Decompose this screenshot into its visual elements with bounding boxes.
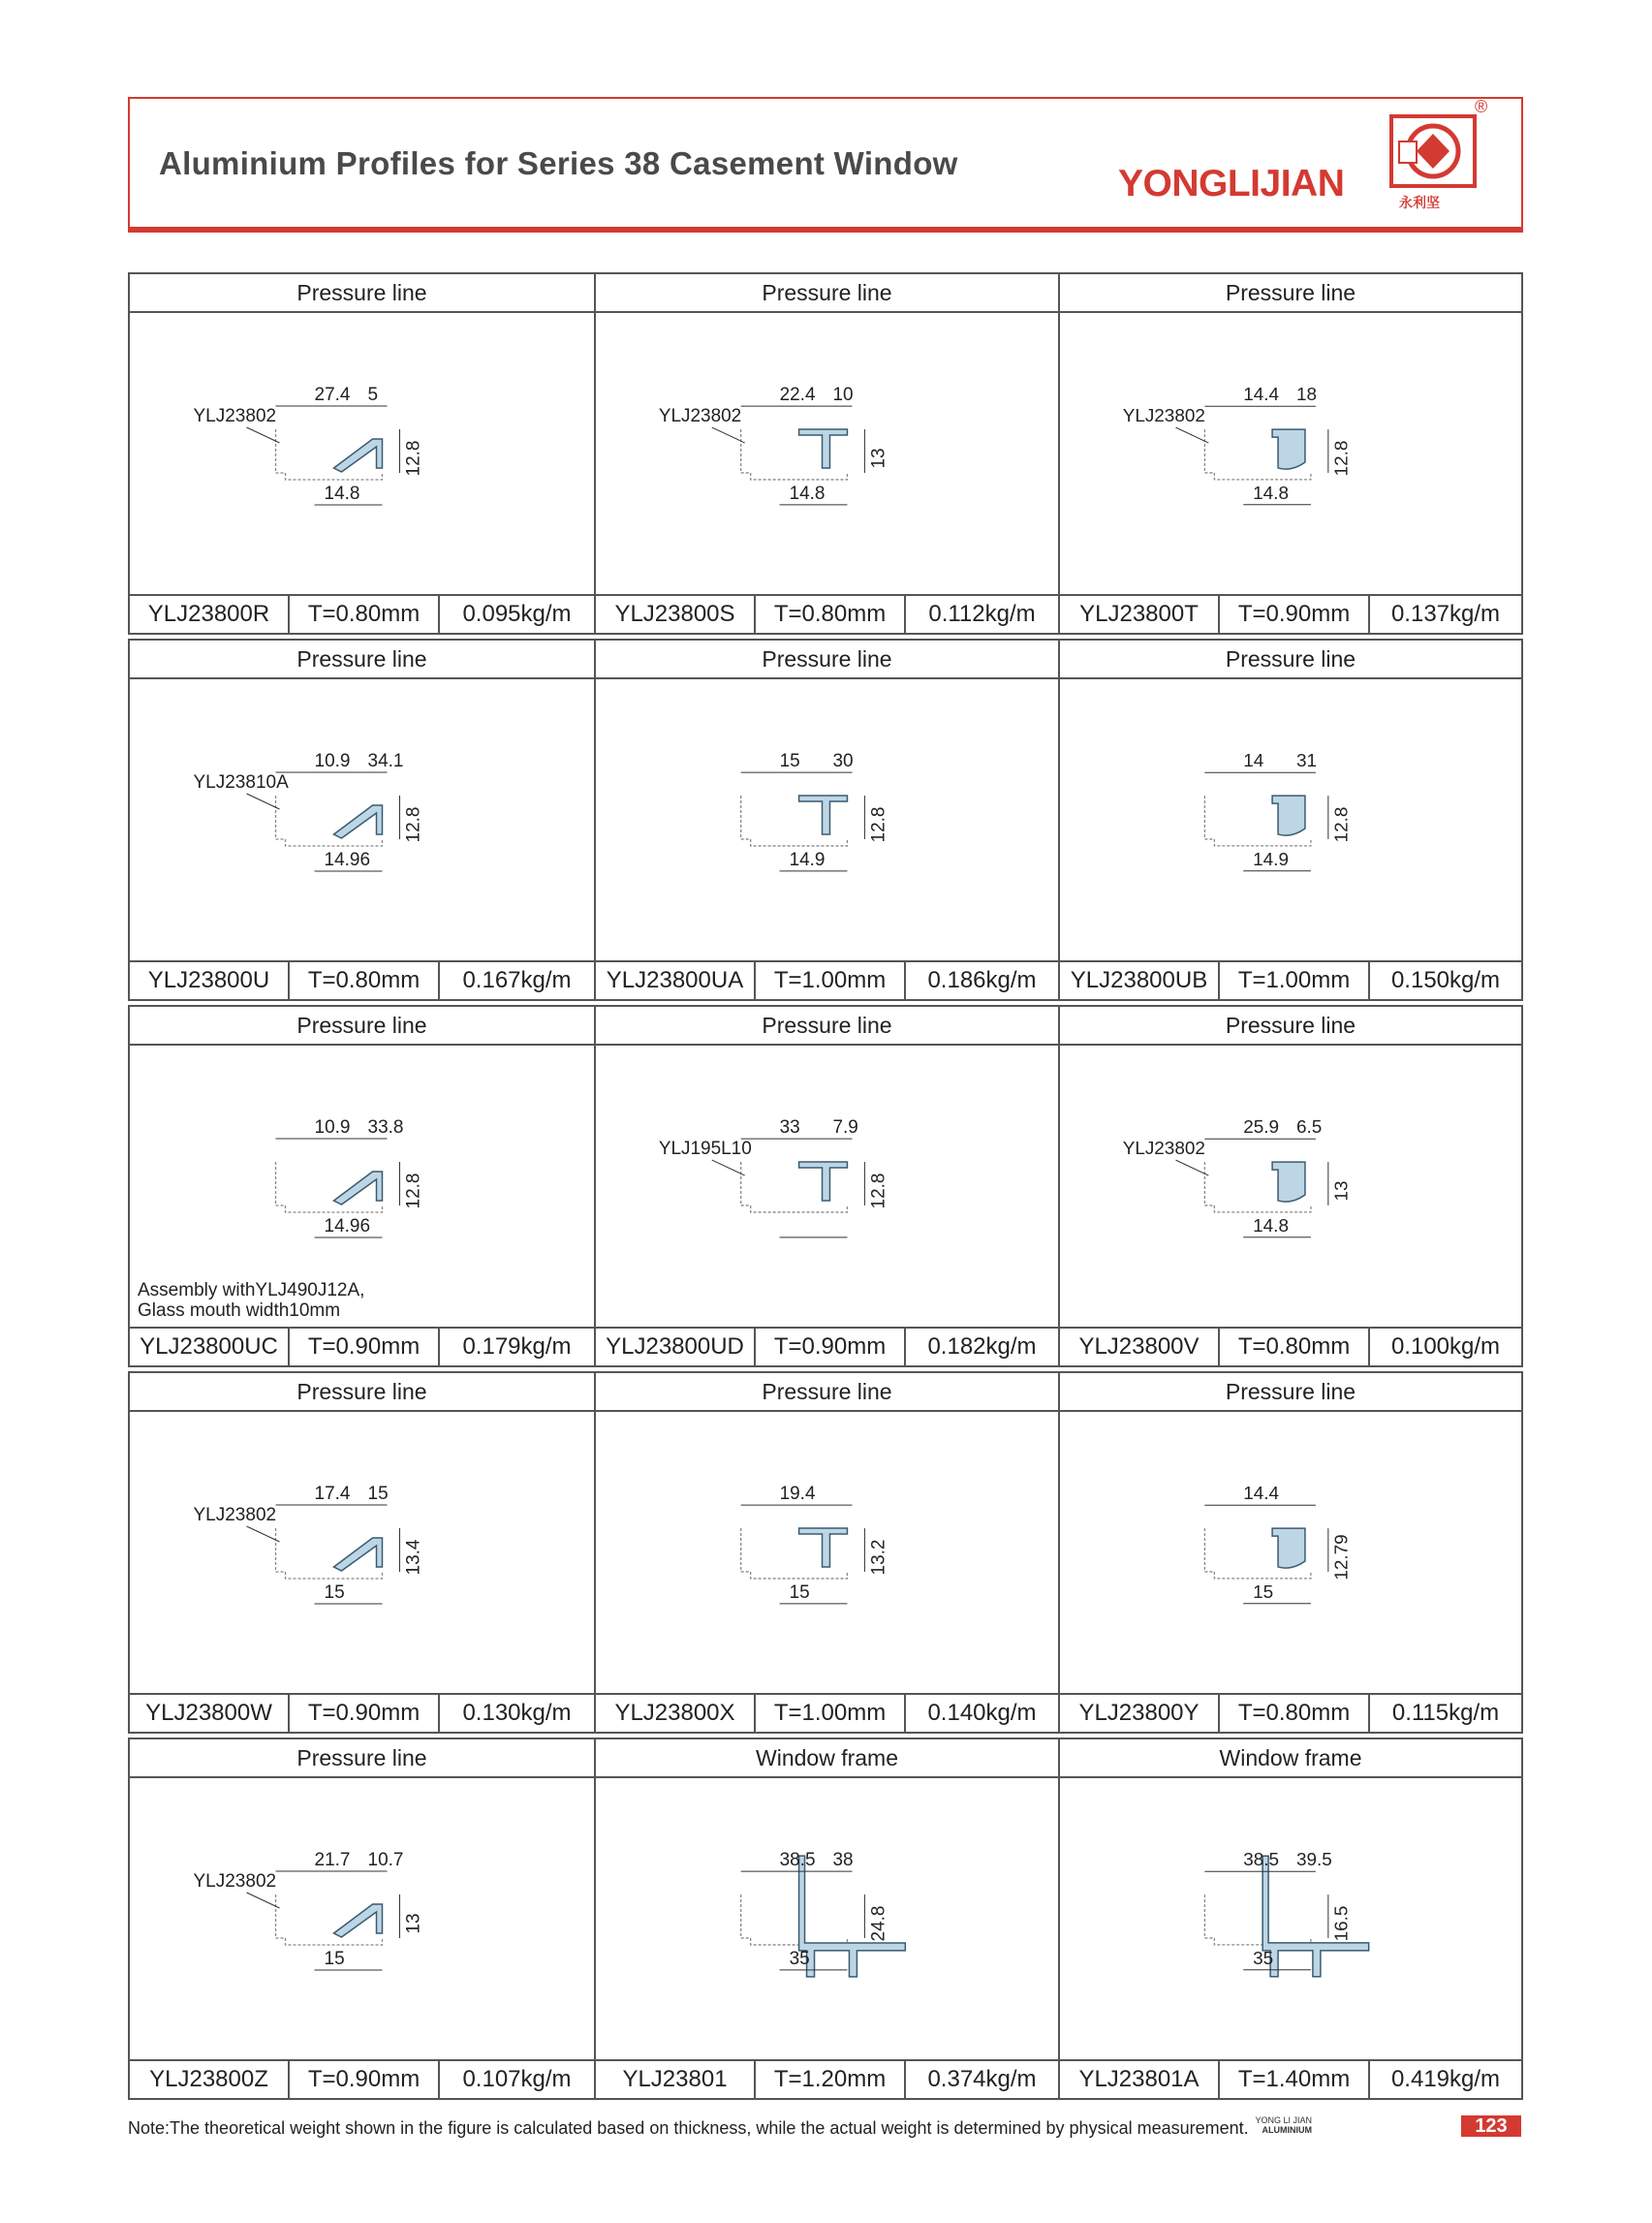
dimension-label-1: 14.4 (1243, 385, 1280, 406)
profile-section (1272, 796, 1305, 835)
reference-leader-line (247, 1526, 280, 1542)
profile-section (799, 1856, 906, 1977)
profile-section (334, 1538, 383, 1571)
dimension-label-3: 12.8 (403, 1173, 424, 1209)
profile-drawing (1060, 679, 1521, 960)
profile-cross-section-svg (1060, 679, 1521, 960)
dimension-label-3: 13.4 (403, 1539, 424, 1576)
dimension-label-3: 12.79 (1331, 1534, 1353, 1581)
profile-spec-row (596, 960, 1058, 999)
mating-profile-outline (741, 429, 848, 480)
dimension-label-4: 35 (1253, 1948, 1274, 1969)
profile-card (130, 1007, 594, 1365)
profile-drawing (1060, 1412, 1521, 1693)
footer-brand-line2: ALUMINIUM (1262, 2125, 1312, 2135)
profile-drawing (130, 1778, 594, 2059)
dimension-label-3: 13 (403, 1913, 424, 1934)
profile-weight: 0.374kg/m (927, 2066, 1037, 2092)
profile-row (128, 639, 1523, 1001)
reference-code-label: YLJ23802 (193, 1505, 277, 1525)
profile-drawing (1060, 1778, 1521, 2059)
dimension-label-4: 14.8 (789, 483, 826, 504)
dimension-label-2: 15 (367, 1484, 389, 1504)
profile-code: YLJ23800Y (1060, 1695, 1220, 1732)
dimension-label-2: 7.9 (832, 1117, 858, 1139)
profile-spec-row (130, 960, 594, 999)
profile-code: YLJ23800Z (130, 2061, 290, 2098)
profile-weight: 0.130kg/m (462, 1700, 572, 1726)
profile-weight: 0.150kg/m (1390, 967, 1501, 993)
dimension-label-1: 14 (1243, 751, 1264, 772)
profile-cross-section-svg (1060, 1412, 1521, 1693)
profile-section (334, 1904, 383, 1937)
assembly-note (138, 1280, 364, 1321)
dimension-label-1: 21.7 (314, 1850, 351, 1870)
dimension-label-2: 39.5 (1295, 1850, 1332, 1871)
profile-weight: 0.167kg/m (462, 967, 572, 993)
dimension-label-3: 16.5 (1331, 1905, 1353, 1942)
reference-code-label: YLJ23802 (193, 406, 277, 426)
profile-weight: 0.107kg/m (462, 2066, 572, 2092)
dimension-label-4: 14.96 (324, 1216, 371, 1237)
profile-cross-section-svg (130, 1412, 594, 1693)
profile-heading: Pressure line (130, 274, 594, 313)
profile-card (594, 274, 1058, 633)
dimension-label-4: 14.8 (324, 484, 360, 504)
profile-spec-row (596, 2059, 1058, 2098)
reference-leader-line (247, 794, 280, 809)
profile-drawing (596, 1412, 1058, 1693)
profile-heading: Pressure line (596, 1007, 1058, 1046)
dimension-label-2: 10 (832, 385, 854, 406)
profile-code: YLJ23800W (130, 1695, 290, 1732)
profile-thickness: T=0.80mm (290, 962, 440, 999)
profile-card (130, 1739, 594, 2098)
profile-spec-row (1060, 1693, 1521, 1732)
reference-code-label: YLJ23802 (193, 1871, 277, 1892)
profile-card (594, 641, 1058, 999)
profile-cross-section-svg (130, 679, 594, 960)
assembly-note-line: Glass mouth width10mm (138, 1300, 341, 1321)
page-header (128, 97, 1523, 233)
profile-weight: 0.179kg/m (462, 1333, 572, 1360)
reference-leader-line (712, 1160, 745, 1175)
profile-section (334, 1172, 383, 1205)
profile-cross-section-svg (596, 679, 1058, 960)
profile-cross-section-svg (596, 1778, 1058, 2059)
profile-weight: 0.137kg/m (1390, 601, 1501, 627)
reference-leader-line (1175, 1160, 1208, 1175)
profile-grid (128, 272, 1523, 2104)
profile-heading: Window frame (1060, 1739, 1521, 1778)
profile-thickness: T=1.40mm (1220, 2061, 1370, 2098)
dimension-label-2: 6.5 (1295, 1117, 1323, 1139)
profile-thickness: T=0.90mm (756, 1329, 906, 1365)
dimension-label-1: 38.5 (779, 1850, 816, 1871)
dimension-label-1: 33 (779, 1117, 800, 1139)
profile-card (130, 641, 594, 999)
dimension-label-2: 33.8 (367, 1117, 404, 1138)
profile-heading: Pressure line (130, 641, 594, 679)
profile-spec-row (1060, 960, 1521, 999)
profile-cross-section-svg (130, 313, 594, 594)
registered-mark: ® (1475, 97, 1488, 116)
dimension-label-4: 15 (1253, 1581, 1274, 1603)
profile-code: YLJ23800UA (596, 962, 756, 999)
profile-heading: Pressure line (130, 1373, 594, 1412)
profile-thickness: T=0.90mm (290, 1695, 440, 1732)
dimension-label-4: 14.96 (324, 850, 371, 870)
profile-code: YLJ23800UC (130, 1329, 290, 1365)
profile-row (128, 272, 1523, 635)
profile-code: YLJ23800U (130, 962, 290, 999)
profile-spec-row (130, 1327, 594, 1365)
profile-code: YLJ23800UB (1060, 962, 1220, 999)
profile-heading: Pressure line (596, 1373, 1058, 1412)
dimension-label-4: 14.9 (1253, 849, 1289, 870)
profile-thickness: T=1.00mm (756, 1695, 906, 1732)
dimension-label-3: 13.2 (868, 1539, 889, 1576)
dimension-label-3: 12.8 (1331, 440, 1353, 477)
profile-thickness: T=0.80mm (1220, 1329, 1370, 1365)
profile-thickness: T=1.20mm (756, 2061, 906, 2098)
reference-code-label: YLJ195L10 (658, 1139, 752, 1160)
profile-heading: Pressure line (596, 641, 1058, 679)
profile-heading: Pressure line (130, 1007, 594, 1046)
dimension-label-2: 34.1 (367, 751, 404, 771)
profile-section (1272, 1528, 1305, 1568)
profile-code: YLJ23800S (596, 596, 756, 633)
dimension-label-1: 10.9 (314, 751, 351, 771)
profile-section (799, 1162, 848, 1201)
profile-heading: Pressure line (130, 1739, 594, 1778)
profile-section (799, 1528, 848, 1567)
profile-section (334, 439, 383, 472)
profile-cross-section-svg (596, 313, 1058, 594)
footer-brand (1225, 2115, 1312, 2135)
profile-spec-row (596, 594, 1058, 633)
profile-row (128, 1738, 1523, 2100)
profile-row (128, 1005, 1523, 1367)
dimension-label-2: 18 (1295, 385, 1318, 406)
dimension-label-2: 38 (832, 1850, 854, 1871)
profile-thickness: T=0.80mm (756, 596, 906, 633)
dimension-label-1: 22.4 (779, 385, 816, 406)
footer-note: Note:The theoretical weight shown in the figure is calculated based on thickness, while the actual weight is determined by physical measurement. (128, 2118, 1249, 2138)
dimension-label-2: 31 (1295, 751, 1318, 772)
profile-card (1058, 1007, 1521, 1365)
profile-thickness: T=1.00mm (756, 962, 906, 999)
profile-thickness: T=0.90mm (1220, 596, 1370, 633)
brand-name: YONGLIJIAN (1118, 163, 1345, 204)
profile-section (799, 429, 848, 468)
dimension-label-1: 27.4 (314, 385, 351, 405)
dimension-label-1: 38.5 (1243, 1850, 1280, 1871)
reference-leader-line (712, 427, 745, 443)
footer-brand-line1: YONG LI JIAN (1255, 2115, 1312, 2125)
dimension-label-4: 14.9 (789, 849, 826, 870)
dimension-label-4: 35 (789, 1948, 810, 1969)
profile-weight: 0.182kg/m (927, 1333, 1037, 1360)
dimension-label-3: 12.8 (403, 806, 424, 843)
mating-profile-outline (741, 796, 848, 846)
profile-card (1058, 1373, 1521, 1732)
profile-heading: Pressure line (1060, 274, 1521, 313)
profile-thickness: T=0.90mm (290, 1329, 440, 1365)
dimension-label-1: 17.4 (314, 1484, 351, 1504)
profile-card (1058, 641, 1521, 999)
profile-section (1272, 1162, 1305, 1202)
profile-section (334, 805, 383, 838)
page-number: 123 (1461, 2115, 1521, 2137)
profile-spec-row (130, 2059, 594, 2098)
profile-heading: Pressure line (1060, 641, 1521, 679)
dimension-label-2: 5 (367, 385, 379, 405)
profile-spec-row (1060, 2059, 1521, 2098)
page-title: Aluminium Profiles for Series 38 Casement Window (159, 145, 958, 181)
profile-card (130, 1373, 594, 1732)
reference-leader-line (247, 427, 280, 443)
profile-card (1058, 274, 1521, 633)
profile-cross-section-svg (596, 1046, 1058, 1327)
profile-weight: 0.186kg/m (927, 967, 1037, 993)
profile-cross-section-svg (1060, 1046, 1521, 1327)
profile-card (1058, 1739, 1521, 2098)
profile-heading: Pressure line (596, 274, 1058, 313)
brand-logo-icon (1389, 112, 1490, 213)
profile-code: YLJ23801 (596, 2061, 756, 2098)
profile-drawing (596, 1046, 1058, 1327)
dimension-label-4: 15 (324, 1949, 345, 1969)
profile-card (594, 1373, 1058, 1732)
dimension-label-4: 15 (324, 1582, 345, 1603)
profile-heading: Pressure line (1060, 1007, 1521, 1046)
profile-drawing (1060, 313, 1521, 594)
profile-cross-section-svg (1060, 1778, 1521, 2059)
profile-weight: 0.095kg/m (462, 601, 572, 627)
profile-drawing (596, 313, 1058, 594)
profile-code: YLJ23800T (1060, 596, 1220, 633)
profile-section (1272, 429, 1305, 469)
profile-weight: 0.140kg/m (927, 1700, 1037, 1726)
profile-cross-section-svg (1060, 313, 1521, 594)
reference-leader-line (1175, 427, 1208, 443)
dimension-label-2: 30 (832, 751, 854, 772)
profile-spec-row (130, 1693, 594, 1732)
profile-thickness: T=0.80mm (1220, 1695, 1370, 1732)
mating-profile-outline (741, 1894, 848, 1945)
mating-profile-outline (741, 1162, 848, 1212)
dimension-label-1: 14.4 (1243, 1484, 1280, 1505)
profile-thickness: T=0.90mm (290, 2061, 440, 2098)
profile-weight: 0.100kg/m (1390, 1333, 1501, 1360)
profile-thickness: T=1.00mm (1220, 962, 1370, 999)
dimension-label-3: 13 (1331, 1180, 1353, 1202)
profile-spec-row (596, 1693, 1058, 1732)
profile-weight: 0.419kg/m (1390, 2066, 1501, 2092)
dimension-label-3: 12.8 (868, 1173, 889, 1209)
reference-code-label: YLJ23810A (193, 772, 289, 793)
profile-heading: Window frame (596, 1739, 1058, 1778)
profile-section (1262, 1856, 1369, 1976)
profile-drawing (1060, 1046, 1521, 1327)
assembly-note-line: Assembly withYLJ490J12A, (138, 1280, 365, 1300)
dimension-label-1: 10.9 (314, 1117, 351, 1138)
profile-code: YLJ23800R (130, 596, 290, 633)
reference-leader-line (247, 1893, 280, 1908)
dimension-label-4: 15 (789, 1581, 810, 1603)
brand-chinese: 永利坚 (1399, 195, 1440, 210)
profile-row (128, 1371, 1523, 1734)
profile-spec-row (130, 594, 594, 633)
dimension-label-4: 14.8 (1253, 1215, 1289, 1237)
dimension-label-3: 12.8 (403, 440, 424, 477)
dimension-label-1: 19.4 (779, 1484, 816, 1505)
profile-drawing (130, 1412, 594, 1693)
dimension-label-2: 10.7 (367, 1850, 404, 1870)
profile-spec-row (1060, 594, 1521, 633)
dimension-label-1: 25.9 (1243, 1117, 1280, 1139)
profile-card (594, 1739, 1058, 2098)
profile-code: YLJ23800UD (596, 1329, 756, 1365)
reference-code-label: YLJ23802 (1122, 406, 1205, 427)
mating-profile-outline (741, 1528, 848, 1579)
profile-thickness: T=0.80mm (290, 596, 440, 633)
profile-drawing (130, 313, 594, 594)
profile-spec-row (1060, 1327, 1521, 1365)
dimension-label-1: 15 (779, 751, 800, 772)
profile-code: YLJ23800V (1060, 1329, 1220, 1365)
reference-code-label: YLJ23802 (1122, 1139, 1205, 1160)
profile-code: YLJ23801A (1060, 2061, 1220, 2098)
profile-cross-section-svg (596, 1412, 1058, 1693)
dimension-label-3: 12.8 (1331, 806, 1353, 843)
profile-drawing (596, 679, 1058, 960)
profile-cross-section-svg (130, 1778, 594, 2059)
profile-drawing (596, 1778, 1058, 2059)
profile-section (799, 796, 848, 834)
profile-card (130, 274, 594, 633)
profile-card (594, 1007, 1058, 1365)
dimension-label-3: 24.8 (868, 1905, 889, 1942)
profile-weight: 0.115kg/m (1391, 1700, 1500, 1726)
dimension-label-3: 12.8 (868, 806, 889, 843)
profile-spec-row (596, 1327, 1058, 1365)
dimension-label-4: 14.8 (1253, 483, 1289, 504)
profile-code: YLJ23800X (596, 1695, 756, 1732)
reference-code-label: YLJ23802 (658, 406, 742, 427)
profile-heading: Pressure line (1060, 1373, 1521, 1412)
mating-profile-outline (1204, 1894, 1311, 1945)
profile-weight: 0.112kg/m (928, 601, 1036, 627)
profile-drawing (130, 679, 594, 960)
dimension-label-3: 13 (868, 448, 889, 469)
